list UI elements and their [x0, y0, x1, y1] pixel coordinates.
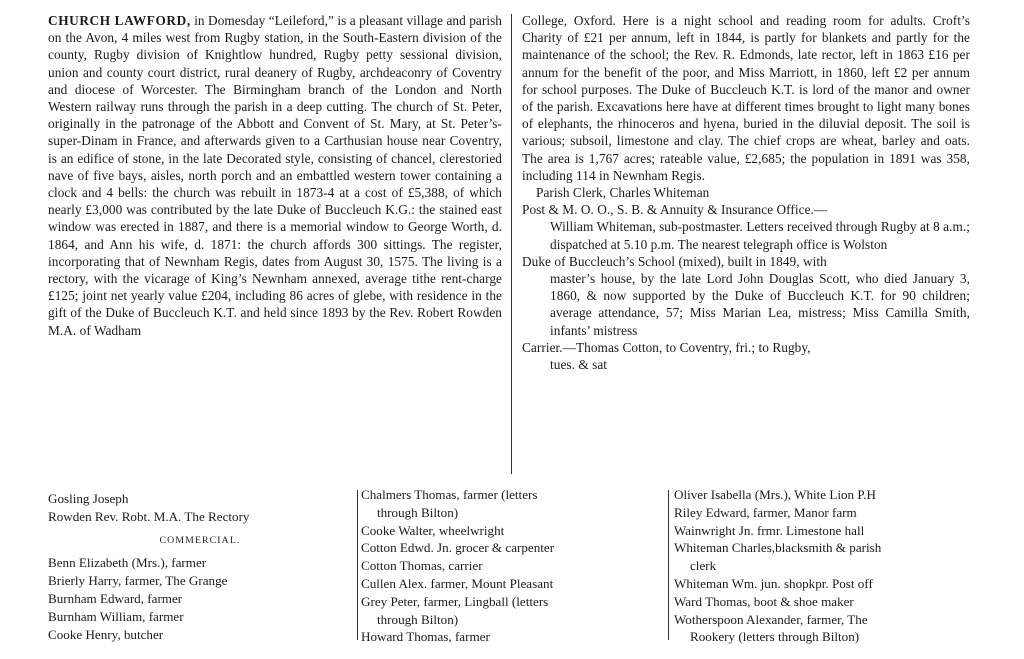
- commercial-entry: Brierly Harry, farmer, The Grange: [48, 573, 228, 589]
- parish-clerk: Parish Clerk, Charles Whiteman: [536, 185, 710, 201]
- commercial-entry: Cooke Henry, butcher: [48, 626, 164, 642]
- entry-continuation: clerk: [690, 558, 717, 574]
- commercial-entry: Cotton Edwd. Jn. grocer & carpenter: [361, 540, 555, 556]
- commercial-entry: Burnham Edward, farmer: [48, 590, 183, 606]
- article-right-text: College, Oxford. Here is a night school and reading room for adults. Croft’s Charity of £21 per annum, left in 1844, is partly for blankets and partly for the maintenance of the school; the Rev. R. Edmonds, late rector, left in 1863 £16 per annum for the benefit of the poor, and Miss Marriott, in 1860, left £2 per annum for school purposes. The Duke of Buccleuch K.T. is lord of the manor and owner of the parish. Excavations here have at different times brought to light many bones of elephants, the rhinoceros and hyena, buried in the diluvial deposit. The soil is various; subsoil, limestone and clay. The chief crops are wheat, barley and oats. The area is 1,767 acres; rateable value, £2,685; the population in 1891 was 358, including 114 in Newnham Regis.: [522, 13, 970, 183]
- directory-left-column: [48, 490, 352, 643]
- article-right-column: [522, 12, 970, 373]
- commercial-entry: Wainwright Jn. frmr. Limestone hall: [674, 522, 865, 538]
- entry-continuation: through Bilton): [377, 504, 459, 520]
- commercial-entry: Cotton Thomas, carrier: [361, 558, 483, 574]
- entry-continuation: through Bilton): [377, 611, 459, 627]
- commercial-entry: [361, 486, 661, 522]
- column-divider: [668, 490, 669, 640]
- post-office-rest: William Whiteman, sub-postmaster. Letters received through Rugby at 8 a.m.; dispatched at 5.10 p.m. The nearest telegraph office is Wolston: [550, 219, 970, 252]
- place-name: CHURCH LAWFORD,: [48, 13, 191, 28]
- directory-middle-column: [361, 486, 661, 646]
- post-office-first: Post & M. O. O., S. B. & Annuity & Insurance Office.—: [522, 202, 828, 218]
- directory-right-column: [674, 486, 978, 646]
- school-first: Duke of Buccleuch’s School (mixed), built in 1849, with: [522, 253, 827, 269]
- carrier-rest: tues. & sat: [550, 357, 608, 373]
- commercial-entry: Riley Edward, farmer, Manor farm: [674, 504, 857, 520]
- entry-text: Wotherspoon Alexander, farmer, The: [674, 611, 868, 627]
- commercial-entry: [674, 611, 978, 647]
- article-left-column: [48, 12, 502, 339]
- private-resident: Rowden Rev. Robt. M.A. The Rectory: [48, 508, 250, 524]
- commercial-entry: Oliver Isabella (Mrs.), White Lion P.H: [674, 487, 876, 502]
- article-left-text: in Domesday “Leileford,” is a pleasant village and parish on the Avon, 4 miles west from Rugby station, in the South-Eastern division of the county, Rugby division of Knightlow hundred, Rugby petty sessional division, union and county court district, rural deanery of Rugby, archdeaconry of Coventry and diocese of Worcester. The Birmingham branch of the London and North Western railway runs through the parish in a deep cutting. The church of St. Peter, originally in the patronage of the Abbott and Convent of St. Mary, at St. Peter’s-super-Dinam in France, and afterwards given to a Carthusian house near Coventry, is an edifice of stone, in the late Decorated style, consisting of chancel, clerestoried nave of five bays, aisles, north porch and an embattled western tower containing a clock and 4 bells: the church was rebuilt in 1873-4 at a cost of £5,388, of which nearly £3,000 was contributed by the late Duke of Buccleuch K.G.: the stained east window was erected in 1887, and there is a memorial window to George Worth, d. 1864, and Ann his wife, d. 1871: the church affords 300 sittings. The register, incorporating that of Newnham Regis, dates from August 30, 1575. The living is a rectory, with the vicarage of King’s Newnham annexed, average tithe rent-charge £125; joint net yearly value £204, including 86 acres of glebe, with residence in the gift of the Duke of Buccleuch K.T. and held since 1893 by the Rev. Robert Rowden M.A. of Wadham: [48, 13, 503, 338]
- commercial-entry: Howard Thomas, farmer: [361, 629, 490, 645]
- entry-continuation: Rookery (letters through Bilton): [690, 629, 860, 645]
- commercial-entry: Whiteman Wm. jun. shopkpr. Post off: [674, 575, 873, 591]
- commercial-entry: Cooke Walter, wheelwright: [361, 522, 505, 538]
- article-paragraph: [48, 12, 502, 339]
- commercial-heading: COMMERCIAL.: [159, 534, 241, 546]
- commercial-entry: Benn Elizabeth (Mrs.), farmer: [48, 555, 207, 571]
- commercial-entry: Ward Thomas, boot & shoe maker: [674, 593, 854, 609]
- commercial-entry: Cullen Alex. farmer, Mount Pleasant: [361, 575, 554, 591]
- commercial-entry: [361, 593, 661, 629]
- school-rest: master’s house, by the late Lord John Douglas Scott, who died January 3, 1860, & now supported by the Duke of Buccleuch K.T. for 90 children; average attendance, 57; Miss Marian Lea, mistress; Miss Camilla Smith, infants’ mistress: [550, 271, 970, 338]
- carrier-first: Carrier.—Thomas Cotton, to Coventry, fri.; to Rugby,: [522, 339, 811, 355]
- commercial-entry: Burnham William, farmer: [48, 608, 184, 624]
- post-office-entry: [522, 201, 970, 253]
- carrier-entry: [522, 339, 970, 373]
- school-entry: [522, 253, 970, 339]
- column-divider: [357, 490, 358, 640]
- commercial-entry: [674, 539, 978, 575]
- private-resident: Gosling Joseph: [48, 491, 129, 506]
- entry-text: Whiteman Charles,blacksmith & parish: [674, 540, 882, 556]
- column-divider: [511, 14, 512, 474]
- entry-text: Chalmers Thomas, farmer (letters: [361, 487, 538, 502]
- entry-text: Grey Peter, farmer, Lingball (letters: [361, 593, 549, 609]
